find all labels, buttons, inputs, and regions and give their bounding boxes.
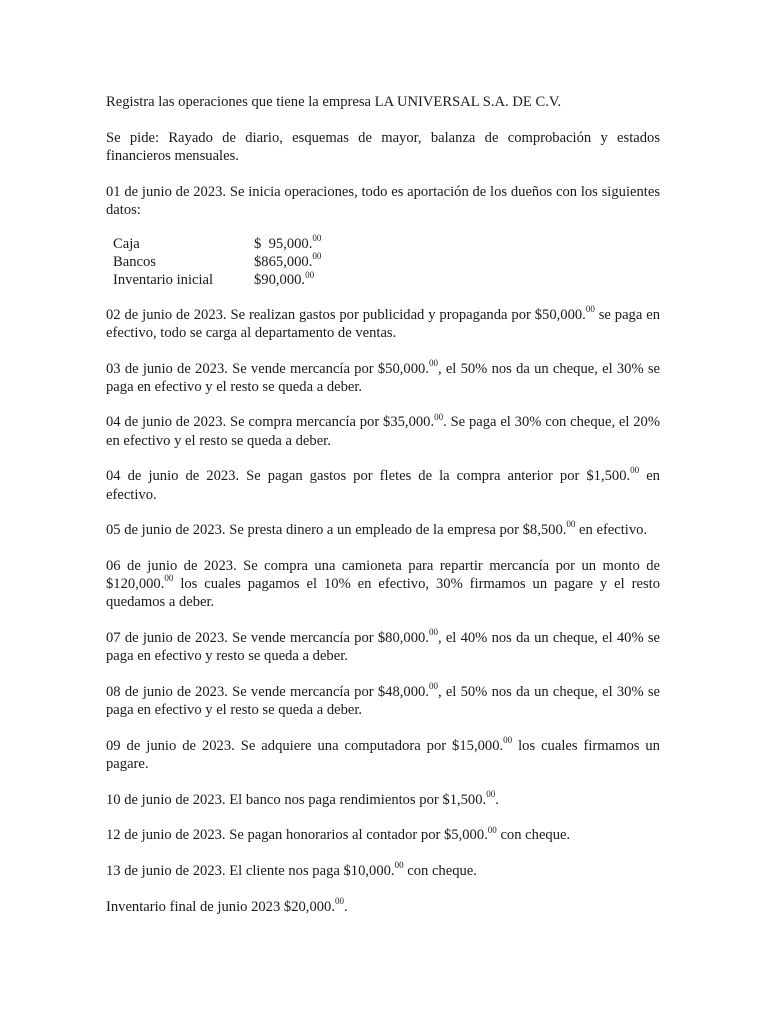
operation-10: 10 de junio de 2023. El banco nos paga rendimientos por $1,500.00. [106,788,499,808]
initial-balances-table [113,235,321,290]
account-name: Inventario inicial [113,272,214,289]
operation-05: 05 de junio de 2023. Se presta dinero a un empleado de la empresa por $8,500.00 en efectivo. [106,519,648,539]
initial-row-inventario [113,271,321,289]
operation-02: 02 de junio de 2023. Se realizan gastos por publicidad y propaganda por $50,000.00 se paga en efectivo, todo se carga al departamento de ventas. [106,303,660,341]
account-name: Caja [113,236,140,253]
initial-row-caja [113,235,321,253]
operation-09: 09 de junio de 2023. Se adquiere una computadora por $15,000.00 los cuales firmamos un pagare. [106,735,660,773]
operation-04b: 04 de junio de 2023. Se pagan gastos por fletes de la compra anterior por $1,500.00 en efectivo. [106,465,660,503]
document-page [106,93,660,934]
operation-13: 13 de junio de 2023. El cliente nos paga $10,000.00 con cheque. [106,860,477,880]
operation-08: 08 de junio de 2023. Se vende mercancía por $48,000.00, el 50% nos da un cheque, el 30% se paga en efectivo y el resto se queda a deber. [106,681,660,719]
account-amount: $865,000.00 [254,251,322,271]
operation-03: 03 de junio de 2023. Se vende mercancía por $50,000.00, el 50% nos da un cheque, el 30% se paga en efectivo y el resto se queda a deber. [106,357,660,395]
account-amount: $90,000.00 [254,269,315,289]
account-name: Bancos [113,254,156,271]
operation-12: 12 de junio de 2023. Se pagan honorarios al contador por $5,000.00 con cheque. [106,824,571,844]
account-amount: $ 95,000.00 [254,233,322,253]
operation-01: 01 de junio de 2023. Se inicia operaciones, todo es aportación de los dueños con los siguientes datos: [106,183,660,218]
operation-07: 07 de junio de 2023. Se vende mercancía por $80,000.00, el 40% nos da un cheque, el 40% se paga en efectivo y resto se queda a deber. [106,627,660,665]
initial-row-bancos [113,253,321,271]
final-inventory: Inventario final de junio 2023 $20,000.00. [106,896,348,915]
operation-04a: 04 de junio de 2023. Se compra mercancía por $35,000.00. Se paga el 30% con cheque, el 20% en efectivo y el resto se queda a deber. [106,411,660,449]
request-text: Se pide: Rayado de diario, esquemas de mayor, balanza de comprobación y estados financieros mensuales. [106,129,660,164]
intro-text: Registra las operaciones que tiene la empresa LA UNIVERSAL S.A. DE C.V. [106,94,562,110]
operation-06: 06 de junio de 2023. Se compra una camioneta para repartir mercancía por un monto de $120,000.00 los cuales pagamos el 10% en efectivo, 30% firmamos un pagare y el resto quedamos a deber. [106,557,660,611]
